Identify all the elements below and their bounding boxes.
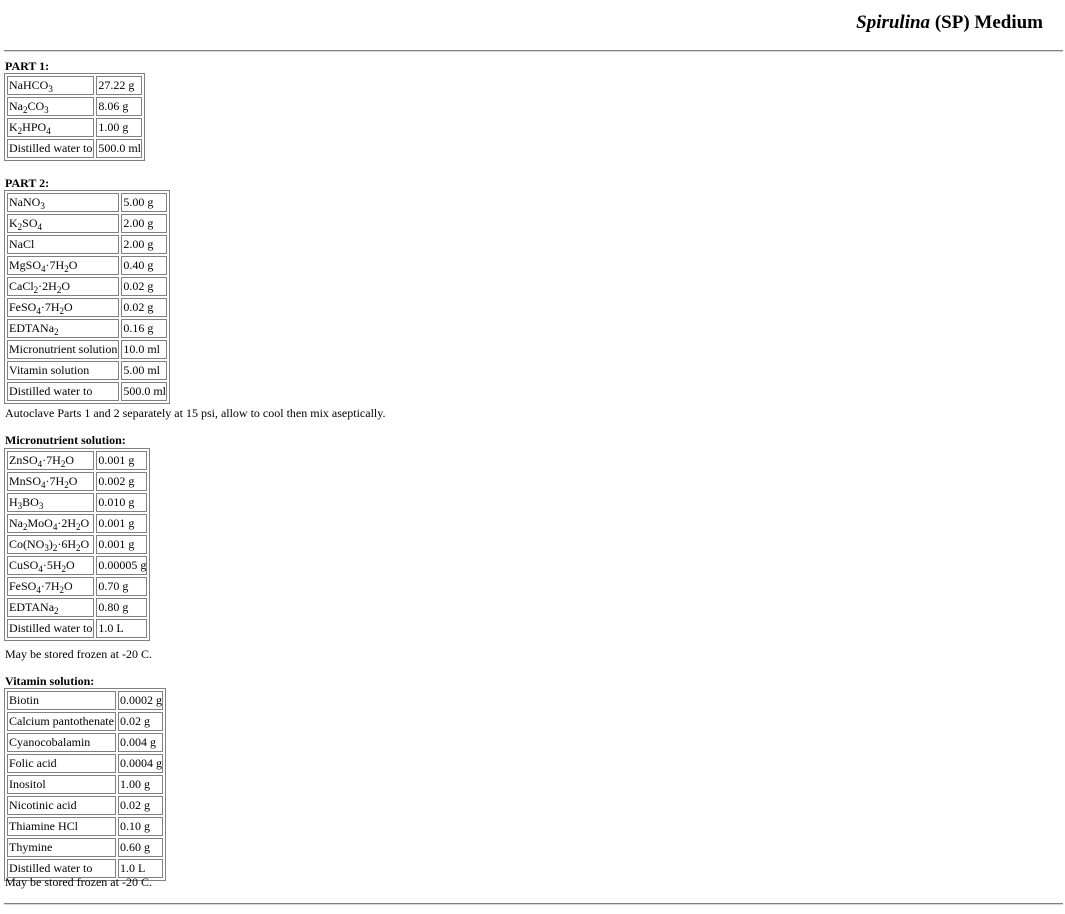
- part2-heading: PART 2:: [5, 176, 50, 190]
- table-row: [7, 472, 147, 491]
- amount-cell: 0.002 g: [96, 472, 147, 491]
- ingredient-cell: $Na_2CO_3$: [7, 97, 94, 116]
- page-title-rest: (SP) Medium: [934, 12, 1043, 33]
- table-row: [7, 214, 167, 233]
- amount-cell: 0.001 g: [96, 535, 147, 554]
- table-row: [7, 493, 147, 512]
- ingredient-cell: NaNO$_3$: [7, 193, 119, 212]
- amount-cell: 0.40 g: [121, 256, 167, 275]
- amount-cell: 0.02 g: [121, 298, 167, 317]
- table-row: [7, 733, 163, 752]
- table-row: [7, 619, 147, 638]
- table-row: [7, 298, 167, 317]
- ingredient-cell: Nicotinic acid: [7, 796, 116, 815]
- ingredient-cell: Distilled water to: [7, 139, 94, 158]
- table-row: [7, 775, 163, 794]
- table-row: [7, 817, 163, 836]
- table-row: [7, 514, 147, 533]
- table-row: [7, 691, 163, 710]
- ingredient-cell: NaCl: [7, 235, 119, 254]
- ingredient-cell: Distilled water to: [7, 382, 119, 401]
- table-row: [7, 451, 147, 470]
- table-row: [7, 76, 142, 95]
- table-row: [7, 97, 142, 116]
- table-row: [7, 838, 163, 857]
- ingredient-cell: $ZnSO_4\cdot 7H_2O$: [7, 451, 94, 470]
- ingredient-cell: $MnSO_4\cdot 7H_2O$: [7, 472, 94, 491]
- ingredient-cell: $K_2SO_4$: [7, 214, 119, 233]
- table-row: [7, 535, 147, 554]
- amount-cell: 2.00 g: [121, 235, 167, 254]
- amount-cell: 0.001 g: [96, 514, 147, 533]
- table-row: [7, 319, 167, 338]
- table-row: [7, 193, 167, 212]
- micronutrient-heading: Micronutrient solution:: [5, 433, 126, 447]
- amount-cell: 8.06 g: [96, 97, 142, 116]
- amount-cell: 5.00 ml: [121, 361, 167, 380]
- part1-table: [4, 73, 145, 161]
- ingredient-cell: $FeSO_4\cdot 7H_2O$: [7, 577, 94, 596]
- amount-cell: 0.010 g: [96, 493, 147, 512]
- amount-cell: 1.0 L: [96, 619, 147, 638]
- table-row: [7, 118, 142, 137]
- ingredient-cell: Vitamin solution: [7, 361, 119, 380]
- autoclave-note: Autoclave Parts 1 and 2 separately at 15 psi, allow to cool then mix aseptically.: [5, 406, 386, 420]
- amount-cell: 0.001 g: [96, 451, 147, 470]
- ingredient-cell: $Na_2MoO_4\cdot 2H_2O$: [7, 514, 94, 533]
- amount-cell: 0.02 g: [118, 796, 163, 815]
- ingredient-cell: Inositol: [7, 775, 116, 794]
- ingredient-cell: $H_3BO_3$: [7, 493, 94, 512]
- ingredient-cell: Folic acid: [7, 754, 116, 773]
- micronutrient-storage-note: May be stored frozen at -20 C.: [5, 647, 152, 661]
- ingredient-cell: Thymine: [7, 838, 116, 857]
- amount-cell: 1.0 L: [118, 859, 163, 878]
- table-row: [7, 712, 163, 731]
- amount-cell: 0.60 g: [118, 838, 163, 857]
- part2-table: [4, 190, 170, 404]
- ingredient-cell: $FeSO_4\cdot 7H_2O$: [7, 298, 119, 317]
- table-row: [7, 340, 167, 359]
- amount-cell: 0.80 g: [96, 598, 147, 617]
- ingredient-cell: $K_2HPO_4$: [7, 118, 94, 137]
- amount-cell: 5.00 g: [121, 193, 167, 212]
- amount-cell: 0.0002 g: [118, 691, 163, 710]
- table-row: [7, 361, 167, 380]
- amount-cell: 0.02 g: [118, 712, 163, 731]
- table-row: [7, 139, 142, 158]
- amount-cell: 10.0 ml: [121, 340, 167, 359]
- table-row: [7, 556, 147, 575]
- ingredient-cell: Calcium pantothenate: [7, 712, 116, 731]
- ingredient-cell: Distilled water to: [7, 619, 94, 638]
- bottom-divider: [4, 903, 1063, 905]
- ingredient-cell: Cyanocobalamin: [7, 733, 116, 752]
- amount-cell: 1.00 g: [96, 118, 142, 137]
- table-row: [7, 235, 167, 254]
- table-row: [7, 382, 167, 401]
- amount-cell: 0.004 g: [118, 733, 163, 752]
- ingredient-cell: $CaCl_2\cdot 2H_2O$: [7, 277, 119, 296]
- ingredient-cell: Distilled water to: [7, 859, 116, 878]
- amount-cell: 0.0004 g: [118, 754, 163, 773]
- vitamin-heading: Vitamin solution:: [5, 674, 95, 688]
- ingredient-cell: NaHCO$_3$: [7, 76, 94, 95]
- vitamin-table: [4, 688, 166, 881]
- ingredient-cell: Thiamine HCl: [7, 817, 116, 836]
- amount-cell: 1.00 g: [118, 775, 163, 794]
- ingredient-cell: EDTANa$_2$: [7, 319, 119, 338]
- amount-cell: 0.10 g: [118, 817, 163, 836]
- amount-cell: 0.16 g: [121, 319, 167, 338]
- table-row: [7, 277, 167, 296]
- ingredient-cell: EDTANa$_2$: [7, 598, 94, 617]
- ingredient-cell: $Co(NO_3)_2\cdot 6H_2O$: [7, 535, 94, 554]
- amount-cell: 27.22 g: [96, 76, 142, 95]
- page-title-genus: Spirulina: [856, 12, 931, 33]
- amount-cell: 0.00005 g: [96, 556, 147, 575]
- amount-cell: 0.70 g: [96, 577, 147, 596]
- part1-heading: PART 1:: [5, 59, 50, 73]
- table-row: [7, 796, 163, 815]
- table-row: [7, 598, 147, 617]
- ingredient-cell: Biotin: [7, 691, 116, 710]
- table-row: [7, 256, 167, 275]
- vitamin-storage-note: May be stored frozen at -20 C.: [5, 875, 152, 889]
- table-row: [7, 754, 163, 773]
- ingredient-cell: $MgSO_4\cdot 7H_2O$: [7, 256, 119, 275]
- page-title: [856, 12, 1043, 34]
- micronutrient-table: [4, 448, 150, 641]
- amount-cell: 500.0 ml: [96, 139, 142, 158]
- ingredient-cell: $CuSO_4\cdot 5H_2O$: [7, 556, 94, 575]
- top-divider: [4, 50, 1063, 52]
- amount-cell: 2.00 g: [121, 214, 167, 233]
- table-row: [7, 577, 147, 596]
- ingredient-cell: Micronutrient solution: [7, 340, 119, 359]
- amount-cell: 500.0 ml: [121, 382, 167, 401]
- amount-cell: 0.02 g: [121, 277, 167, 296]
